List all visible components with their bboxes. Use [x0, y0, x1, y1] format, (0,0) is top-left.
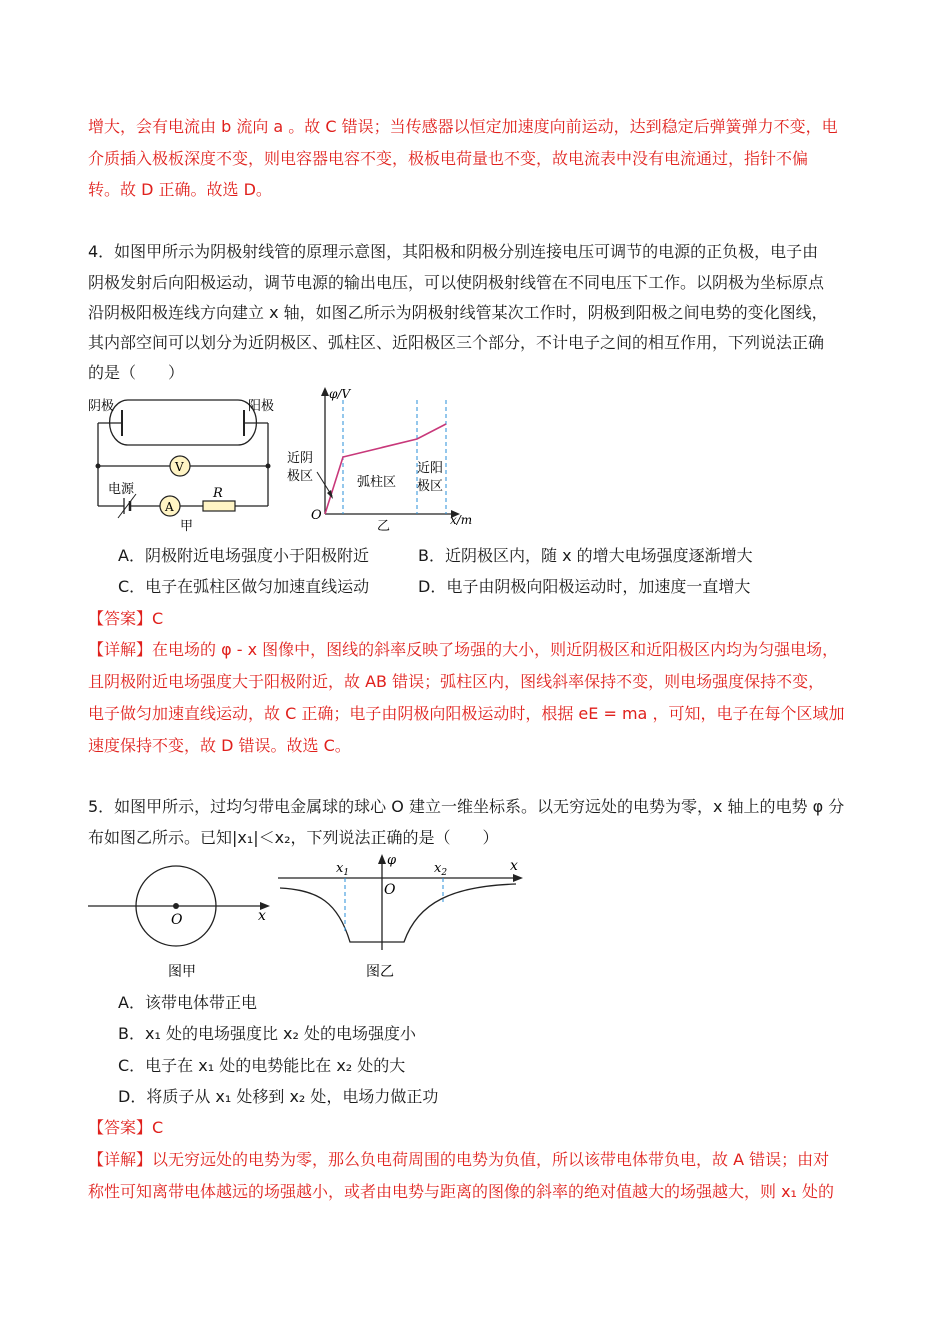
resistor-icon — [203, 501, 235, 511]
q4-stem-line-2: 阴极发射后向阳极运动，调节电源的输出电压，可以使阴极射线管在不同电压下工作。以阴极为坐标原点 — [88, 273, 825, 292]
q5-option-a: A．该带电体带正电 — [118, 993, 257, 1012]
q4-stem-line-5: 的是（ ） — [88, 363, 185, 382]
anode-label: 阳极 — [248, 399, 275, 414]
phi-label: φ — [387, 853, 397, 868]
resistor-label: R — [213, 486, 223, 501]
q5-option-d: D．将质子从 x₁ 处移到 x₂ 处，电场力做正功 — [118, 1087, 439, 1106]
q4-stem-line-3: 沿阴极阳极连线方向建立 x 轴，如图乙所示为阴极射线管某次工作时，阴极到阳极之间电势的变化图线， — [88, 303, 828, 322]
region3-label-a: 近阳 — [417, 461, 444, 476]
caption-tu-jia: 图甲 — [168, 964, 196, 980]
q5-detail-line-2: 称性可知离带电体越远的场强越小，或者由电势与距离的图像的斜率的绝对值越大的场强越大，则 x₁ 处的 — [88, 1182, 835, 1201]
x-label: x — [510, 858, 518, 874]
q5-figure-jia — [88, 862, 278, 982]
caption-yi: 乙 — [377, 519, 391, 534]
q5-stem-line-1: 5．如图甲所示，过均匀带电金属球的球心 O 建立一维坐标系。以无穷远处的电势为零，x 轴上的电势 φ 分 — [88, 797, 845, 816]
q4-detail-line-4: 速度保持不变，故 D 错误。故选 C。 — [88, 736, 351, 755]
q4-stem-line-4: 其内部空间可以划分为近阴极区、弧柱区、近阳极区三个部分，不计电子之间的相互作用，下列说法正确 — [88, 333, 825, 352]
power-label: 电源 — [108, 482, 135, 497]
region2-label: 弧柱区 — [357, 475, 397, 490]
q4-detail-line-1: 【详解】在电场的 φ - x 图像中，图线的斜率反映了场强的大小，则近阴极区和近阳极区内均为匀强电场， — [88, 640, 839, 659]
q4-option-b: B．近阴极区内，随 x 的增大电场强度逐渐增大 — [418, 546, 753, 565]
q4-option-c: C．电子在弧柱区做匀加速直线运动 — [118, 577, 370, 596]
x-axis-label: x/m — [450, 513, 473, 527]
x1-label: $x_1$ — [336, 861, 350, 878]
q4-option-d: D．电子由阴极向阳极运动时，加速度一直增大 — [418, 577, 751, 596]
q5-option-c: C．电子在 x₁ 处的电势能比在 x₂ 处的大 — [118, 1056, 406, 1075]
q4-detail-line-2: 且阴极附近电场强度大于阳极附近，故 AB 错误；弧柱区内，图线斜率保持不变，则电场强度保持不变， — [88, 672, 825, 691]
voltmeter-label: V — [175, 460, 184, 474]
region3-label-b: 极区 — [417, 479, 444, 494]
origin-label: O — [384, 882, 396, 898]
q4-detail-line-3: 电子做匀加速直线运动，故 C 正确；电子由阴极向阳极运动时，根据 eE = ma ，可知，电子在每个区域加 — [88, 704, 845, 723]
q5-answer: 【答案】C — [88, 1118, 164, 1137]
x-label: x — [258, 908, 266, 924]
q5-stem-line-2: 布如图乙所示。已知|x₁|＜x₂，下列说法正确的是（ ） — [88, 828, 499, 847]
origin-label: O — [171, 912, 183, 928]
cathode-ray-tube — [110, 400, 257, 445]
q5-option-b: B．x₁ 处的电场强度比 x₂ 处的电场强度小 — [118, 1024, 417, 1043]
q4-figure-jia — [88, 390, 288, 534]
sphere-center-dot — [173, 903, 179, 909]
x2-label: $x_2$ — [434, 861, 448, 878]
caption-tu-yi: 图乙 — [366, 964, 394, 980]
prev-detail-line-3: 转。故 D 正确。故选 D。 — [88, 180, 272, 199]
q5-detail-line-1: 【详解】以无穷远处的电势为零，那么负电荷周围的电势为负值，所以该带电体带负电，故 A 错误；由对 — [88, 1150, 830, 1169]
q4-answer: 【答案】C — [88, 609, 164, 628]
potential-curve — [280, 884, 516, 942]
q4-stem-line-1: 4．如图甲所示为阴极射线管的原理示意图，其阳极和阴极分别连接电压可调节的电源的正负极，电子由 — [88, 242, 819, 261]
ammeter-label: A — [165, 500, 174, 514]
q4-option-a: A．阴极附近电场强度小于阳极附近 — [118, 546, 369, 565]
q5-figure-yi — [278, 852, 523, 982]
phi-axis-label: φ/V — [329, 387, 351, 401]
caption-jia: 甲 — [180, 519, 194, 534]
origin-label: O — [311, 508, 322, 523]
prev-detail-line-1: 增大，会有电流由 b 流向 a 。故 C 错误；当传感器以恒定加速度向前运动，达到稳定后弹簧弹力不变，电 — [88, 117, 838, 136]
q4-figure-yi — [285, 382, 480, 532]
region1-label-a: 近阴 — [287, 451, 314, 466]
prev-detail-line-2: 介质插入极板深度不变，则电容器电容不变，极板电荷量也不变，故电流表中没有电流通过，指针不偏 — [88, 149, 809, 168]
cathode-label: 阴极 — [88, 399, 115, 414]
region1-label-b: 极区 — [287, 469, 314, 484]
